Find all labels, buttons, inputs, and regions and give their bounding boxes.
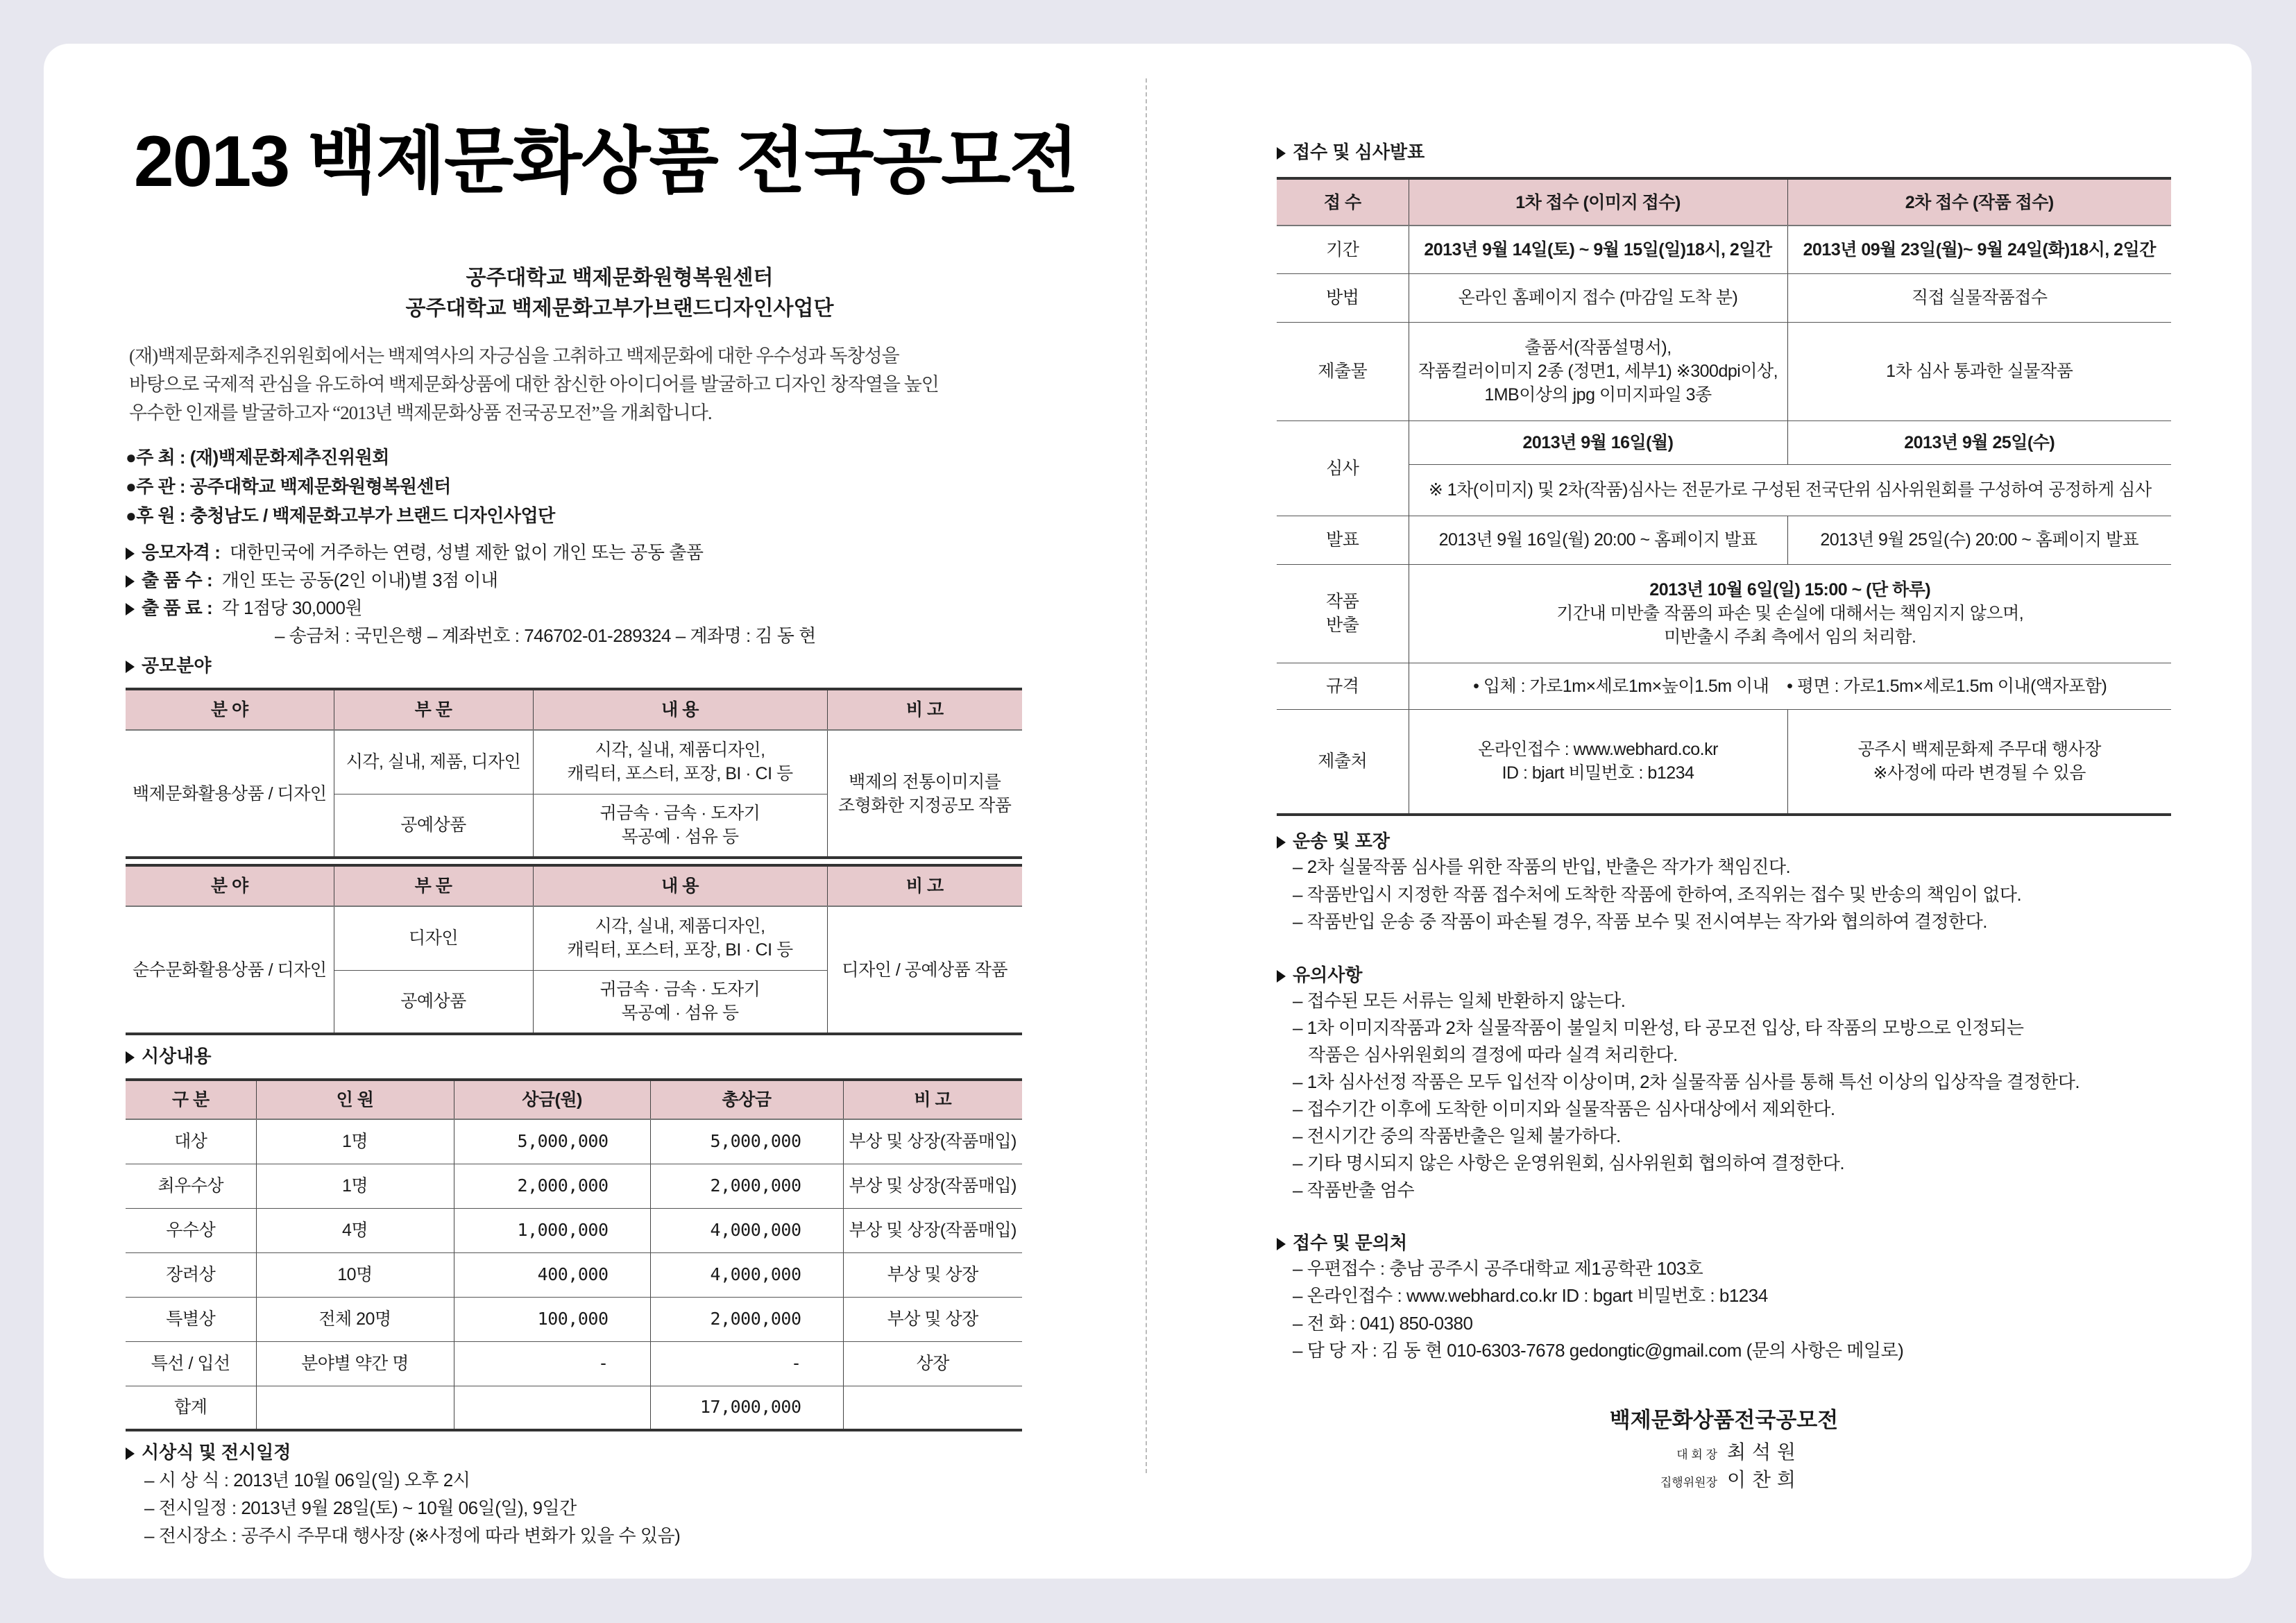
- dept-cell: 공예상품: [334, 970, 533, 1034]
- table-row-announce: [1277, 516, 2171, 564]
- subtitle-2: 공주대학교 백제문화고부가브랜드디자인사업단: [405, 297, 834, 320]
- award-name: 특별상: [126, 1297, 256, 1341]
- return-cell: [1409, 564, 2171, 663]
- row-label: 발표: [1277, 516, 1409, 564]
- first-round-cell: 출품서(작품설명서), 작품컬러이미지 2종 (정면1, 세부1) ※300dpi이상, 1MB이상의 jpg 이미지파일 3종: [1409, 322, 1787, 420]
- award-name: 장려상: [126, 1252, 256, 1297]
- triangle-bullet-icon: [126, 661, 135, 673]
- column-header: 내 용: [533, 689, 827, 730]
- column-header: 내 용: [533, 865, 827, 906]
- heading-text: 접수 및 문의처: [1293, 1232, 1408, 1253]
- award-total: 17,000,000: [650, 1386, 843, 1430]
- column-header: 부 문: [334, 689, 533, 730]
- table-row-period: [1277, 226, 2171, 273]
- heading-text: 시상내용: [142, 1046, 212, 1067]
- payment-info: – 송금처 : 국민은행 – 계좌번호 : 746702-01-289324 – 계좌명 : 김 동 현: [275, 625, 816, 646]
- signer-role: 집행위원장: [1660, 1475, 1717, 1489]
- column-header: 비 고: [827, 689, 1022, 730]
- section-heading-contact: [1277, 1230, 2220, 1255]
- first-round-cell: 2013년 9월 16일(월) 20:00 ~ 홈페이지 발표: [1409, 516, 1787, 564]
- requirement-fee: [126, 594, 816, 622]
- award-total: 4,000,000: [650, 1208, 843, 1252]
- award-count: [256, 1386, 454, 1430]
- organizer-host: ●주 최 : (재)백제문화제추진위원회: [126, 447, 389, 468]
- transport-list: [1293, 853, 2220, 936]
- content-cell: 귀금속 · 금속 · 도자기 목공예 · 섬유 등: [533, 970, 827, 1034]
- signer-chair: [1651, 1440, 1873, 1468]
- triangle-bullet-icon: [126, 547, 135, 560]
- second-round-cell: 2013년 9월 25일(수) 20:00 ~ 홈페이지 발표: [1787, 516, 2171, 564]
- table-header-row: [126, 689, 1022, 730]
- award-name: 우수상: [126, 1208, 256, 1252]
- table-row: [126, 906, 1022, 970]
- award-prize: -: [454, 1341, 650, 1386]
- req-value: 대한민국에 거주하는 연령, 성별 제한 없이 개인 또는 공동 출품: [229, 542, 704, 563]
- field-cell: 순수문화활용상품 / 디자인: [126, 906, 334, 1034]
- req-label: 출 품 수 :: [142, 570, 213, 590]
- signer-exec: [1651, 1468, 1873, 1495]
- awards-table: [126, 1078, 1022, 1431]
- column-header: 부 문: [334, 865, 533, 906]
- heading-text: 운송 및 포장: [1293, 831, 1391, 851]
- review-note: ※ 1차(이미지) 및 2차(작품)심사는 전문가로 구성된 전국단위 심사위원회를 구성하여 공정하게 심사: [1409, 464, 2171, 516]
- column-header: 인 원: [256, 1080, 454, 1119]
- award-prize: 1,000,000: [454, 1208, 650, 1252]
- ceremony-list: [144, 1466, 1022, 1549]
- row-label: 규격: [1277, 663, 1409, 709]
- heading-text: 공모분야: [142, 655, 212, 676]
- award-name: 최우수상: [126, 1164, 256, 1208]
- award-total: 2,000,000: [650, 1297, 843, 1341]
- award-prize: [454, 1386, 650, 1430]
- triangle-bullet-icon: [1277, 836, 1286, 849]
- award-count: 전체 20명: [256, 1297, 454, 1341]
- second-round-cell: 공주시 백제문화제 주무대 행사장 ※사정에 따라 변경될 수 있음: [1787, 709, 2171, 815]
- row-label: 심사: [1277, 420, 1409, 516]
- heading-text: 접수 및 심사발표: [1293, 142, 1425, 162]
- section-heading-notes: [1277, 962, 2220, 987]
- column-header: 비 고: [843, 1080, 1022, 1119]
- award-note: 부상 및 상장(작품매입): [843, 1119, 1022, 1164]
- table-row: [126, 730, 1022, 794]
- dept-cell: 시각, 실내, 제품, 디자인: [334, 730, 533, 794]
- award-note: [843, 1386, 1022, 1430]
- table-row: [126, 1119, 1022, 1164]
- award-note: 상장: [843, 1341, 1022, 1386]
- notes-list: [1293, 987, 2220, 1204]
- organizer-manager: ●주 관 : 공주대학교 백제문화원형복원센터: [126, 476, 451, 497]
- column-header: 분 야: [126, 689, 334, 730]
- triangle-bullet-icon: [126, 575, 135, 588]
- award-total: 5,000,000: [650, 1119, 843, 1164]
- award-count: 분야별 약간 명: [256, 1341, 454, 1386]
- column-header: 총상금: [650, 1080, 843, 1119]
- note-item: – 접수기간 이후에 도착한 이미지와 실물작품은 심사대상에서 제외한다.: [1293, 1096, 2220, 1123]
- section-heading-ceremony: [126, 1440, 1022, 1465]
- ceremony-item: – 전시일정 : 2013년 9월 28일(토) ~ 10월 06일(일), 9일간: [144, 1494, 1022, 1522]
- award-name: 합계: [126, 1386, 256, 1430]
- award-name: 특선 / 입선: [126, 1341, 256, 1386]
- transport-item: – 작품반입시 지정한 작품 접수처에 도착한 작품에 한하여, 조직위는 접수 및 반송의 책임이 없다.: [1293, 881, 2220, 909]
- contact-item: – 온라인접수 : www.webhard.co.kr ID : bgart 비밀번호 : b1234: [1293, 1282, 2220, 1310]
- table-header-row: [1277, 178, 2171, 226]
- organizer-sponsor: ●후 원 : 충청남도 / 백제문화고부가 브랜드 디자인사업단: [126, 505, 555, 526]
- left-column-flow: [126, 653, 1022, 1549]
- schedule-table: [1277, 177, 2171, 816]
- note-cell: 백제의 전통이미지를 조형화한 지정공모 작품: [827, 730, 1022, 858]
- note-cell: 디자인 / 공예상품 작품: [827, 906, 1022, 1034]
- table-row-return: [1277, 564, 2171, 663]
- row-label: 제출처: [1277, 709, 1409, 815]
- requirement-count: [126, 566, 816, 594]
- row-label: 방법: [1277, 273, 1409, 322]
- first-round-cell: 온라인접수 : www.webhard.co.kr ID : bjart 비밀번호 : b1234: [1409, 709, 1787, 815]
- req-label: 응모자격 :: [142, 542, 221, 563]
- heading-text: 시상식 및 전시일정: [142, 1442, 291, 1463]
- table-row-submission: [1277, 322, 2171, 420]
- transport-item: – 2차 실물작품 심사를 위한 작품의 반입, 반출은 작가가 책임진다.: [1293, 853, 2220, 881]
- table-row: [126, 1341, 1022, 1386]
- footer-signers: [1651, 1440, 1873, 1495]
- page-divider: [1146, 78, 1147, 1473]
- award-total: 2,000,000: [650, 1164, 843, 1208]
- award-prize: 100,000: [454, 1297, 650, 1341]
- poster-page: [44, 44, 2252, 1579]
- category-table-1: [126, 688, 1022, 859]
- field-cell: 백제문화활용상품 / 디자인: [126, 730, 334, 858]
- column-header: 상금(원): [454, 1080, 650, 1119]
- table-row: [126, 1252, 1022, 1297]
- table-row: [126, 1386, 1022, 1430]
- footer-org: 백제문화상품전국공모전: [1609, 1407, 1839, 1432]
- return-note: 기간내 미반출 작품의 파손 및 손실에 대해서는 책임지지 않으며, 미반출시 주최 측에서 임의 처리함.: [1556, 604, 2024, 647]
- spec-cell: • 입체 : 가로1m×세로1m×높이1.5m 이내 • 평면 : 가로1.5m×세로1.5m 이내(액자포함): [1409, 663, 2171, 709]
- signer-name: 이 찬 희: [1727, 1468, 1796, 1491]
- content-cell: 시각, 실내, 제품디자인, 캐릭터, 포스터, 포장, BI · CI 등: [533, 906, 827, 970]
- second-round-cell: 2013년 9월 25일(수): [1787, 420, 2171, 464]
- page-title: 2013 백제문화상품 전국공모전: [133, 121, 1078, 202]
- ceremony-item: – 시 상 식 : 2013년 10월 06일(일) 오후 2시: [144, 1466, 1022, 1494]
- table-header-row: [126, 865, 1022, 906]
- table-row-review-note: [1277, 464, 2171, 516]
- note-item: – 전시기간 중의 작품반출은 일체 불가하다.: [1293, 1123, 2220, 1150]
- column-header: 분 야: [126, 865, 334, 906]
- note-item-continuation: 작품은 심사위원회의 결정에 따라 실격 처리한다.: [1308, 1044, 1678, 1065]
- table-header-row: [126, 1080, 1022, 1119]
- award-total: -: [650, 1341, 843, 1386]
- table-row: [126, 1208, 1022, 1252]
- intro-line: (재)백제문화제추진위원회에서는 백제역사의 자긍심을 고취하고 백제문화에 대한 우수성과 독창성을: [129, 346, 899, 366]
- column-header: 접 수: [1277, 178, 1409, 226]
- intro-line: 우수한 인재를 발굴하고자 “2013년 백제문화상품 전국공모전”을 개최합니다.: [129, 402, 712, 423]
- column-header: 비 고: [827, 865, 1022, 906]
- requirement-eligibility: [126, 538, 816, 566]
- table-row: [126, 1297, 1022, 1341]
- award-prize: 400,000: [454, 1252, 650, 1297]
- signer-name: 최 석 원: [1727, 1440, 1796, 1463]
- triangle-bullet-icon: [126, 603, 135, 615]
- note-item: – 기타 명시되지 않은 사항은 운영위원회, 심사위원회 협의하여 결정한다.: [1293, 1150, 2220, 1177]
- intro-line: 바탕으로 국제적 관심을 유도하여 백제문화상품에 대한 참신한 아이디어를 발굴하고 디자인 창작열을 높인: [129, 374, 939, 395]
- award-total: 4,000,000: [650, 1252, 843, 1297]
- award-name: 대상: [126, 1119, 256, 1164]
- award-count: 4명: [256, 1208, 454, 1252]
- row-label: 작품 반출: [1277, 564, 1409, 663]
- column-header: 구 분: [126, 1080, 256, 1119]
- second-round-cell: 직접 실물작품접수: [1787, 273, 2171, 322]
- note-item: – 접수된 모든 서류는 일체 반환하지 않는다.: [1293, 987, 2220, 1014]
- content-cell: 시각, 실내, 제품디자인, 캐릭터, 포스터, 포장, BI · CI 등: [533, 730, 827, 794]
- req-value: 개인 또는 공동(2인 이내)별 3점 이내: [221, 570, 498, 590]
- table-row: [126, 1164, 1022, 1208]
- note-item: – 1차 이미지작품과 2차 실물작품이 불일치 미완성, 타 공모전 입상, 타 작품의 모방으로 인정되는: [1293, 1014, 2220, 1042]
- first-round-cell: 2013년 9월 16일(월): [1409, 420, 1787, 464]
- second-round-cell: 1차 심사 통과한 실물작품: [1787, 322, 2171, 420]
- note-item: – 작품반출 엄수: [1293, 1177, 2220, 1204]
- dept-cell: 디자인: [334, 906, 533, 970]
- organizers: [126, 443, 555, 530]
- contact-item: – 담 당 자 : 김 동 현 010-6303-7678 gedongtic@gmail.com (문의 사항은 메일로): [1293, 1337, 2220, 1365]
- award-note: 부상 및 상장: [843, 1297, 1022, 1341]
- award-prize: 2,000,000: [454, 1164, 650, 1208]
- table-row-place: [1277, 709, 2171, 815]
- section-heading-transport: [1277, 829, 2220, 853]
- award-note: 부상 및 상장: [843, 1252, 1022, 1297]
- row-label: 기간: [1277, 226, 1409, 273]
- triangle-bullet-icon: [126, 1447, 135, 1460]
- dept-cell: 공예상품: [334, 794, 533, 858]
- award-count: 10명: [256, 1252, 454, 1297]
- contact-item: – 우편접수 : 충남 공주시 공주대학교 제1공학관 103호: [1293, 1255, 2220, 1283]
- column-header: 2차 접수 (작품 접수): [1787, 178, 2171, 226]
- content-cell: 귀금속 · 금속 · 도자기 목공예 · 섬유 등: [533, 794, 827, 858]
- contact-item: – 전 화 : 041) 850-0380: [1293, 1310, 2220, 1338]
- triangle-bullet-icon: [1277, 147, 1286, 160]
- note-item: – 1차 심사선정 작품은 모두 입선작 이상이며, 2차 실물작품 심사를 통해 특선 이상의 입상작을 결정한다.: [1293, 1069, 2220, 1096]
- ceremony-item: – 전시장소 : 공주시 주무대 행사장 (※사정에 따라 변화가 있을 수 있음): [144, 1522, 1022, 1549]
- second-round-cell: 2013년 09월 23일(월)~ 9월 24일(화)18시, 2일간: [1787, 226, 2171, 273]
- req-label: 출 품 료 :: [142, 597, 213, 618]
- award-count: 1명: [256, 1119, 454, 1164]
- first-round-cell: 온라인 홈페이지 접수 (마감일 도착 분): [1409, 273, 1787, 322]
- triangle-bullet-icon: [1277, 970, 1286, 983]
- transport-item: – 작품반입 운송 중 작품이 파손될 경우, 작품 보수 및 전시여부는 작가와 협의하여 결정한다.: [1293, 908, 2220, 936]
- table-row-method: [1277, 273, 2171, 322]
- award-note: 부상 및 상장(작품매입): [843, 1164, 1022, 1208]
- column-header: 1차 접수 (이미지 접수): [1409, 178, 1787, 226]
- row-label: 제출물: [1277, 322, 1409, 420]
- req-value: 각 1점당 30,000원: [221, 597, 363, 618]
- intro-paragraph: [129, 342, 1100, 427]
- triangle-bullet-icon: [126, 1051, 135, 1064]
- right-column-flow: [1277, 139, 2220, 1495]
- signer-role: 대 회 장: [1676, 1447, 1717, 1461]
- first-round-cell: 2013년 9월 14일(토) ~ 9월 15일(일)18시, 2일간: [1409, 226, 1787, 273]
- category-table-2: [126, 864, 1022, 1035]
- heading-text: 유의사항: [1293, 964, 1363, 985]
- return-date: 2013년 10월 6일(일) 15:00 ~ (단 하루): [1649, 580, 1931, 600]
- award-prize: 5,000,000: [454, 1119, 650, 1164]
- table-row-review: [1277, 420, 2171, 464]
- award-count: 1명: [256, 1164, 454, 1208]
- table-row-spec: [1277, 663, 2171, 709]
- section-heading-schedule: [1277, 139, 2220, 164]
- requirements: [126, 538, 816, 649]
- section-heading-category: [126, 653, 1022, 678]
- award-note: 부상 및 상장(작품매입): [843, 1208, 1022, 1252]
- contact-list: [1293, 1255, 2220, 1365]
- subtitle-1: 공주대학교 백제문화원형복원센터: [466, 266, 774, 289]
- triangle-bullet-icon: [1277, 1238, 1286, 1250]
- section-heading-awards: [126, 1044, 1022, 1069]
